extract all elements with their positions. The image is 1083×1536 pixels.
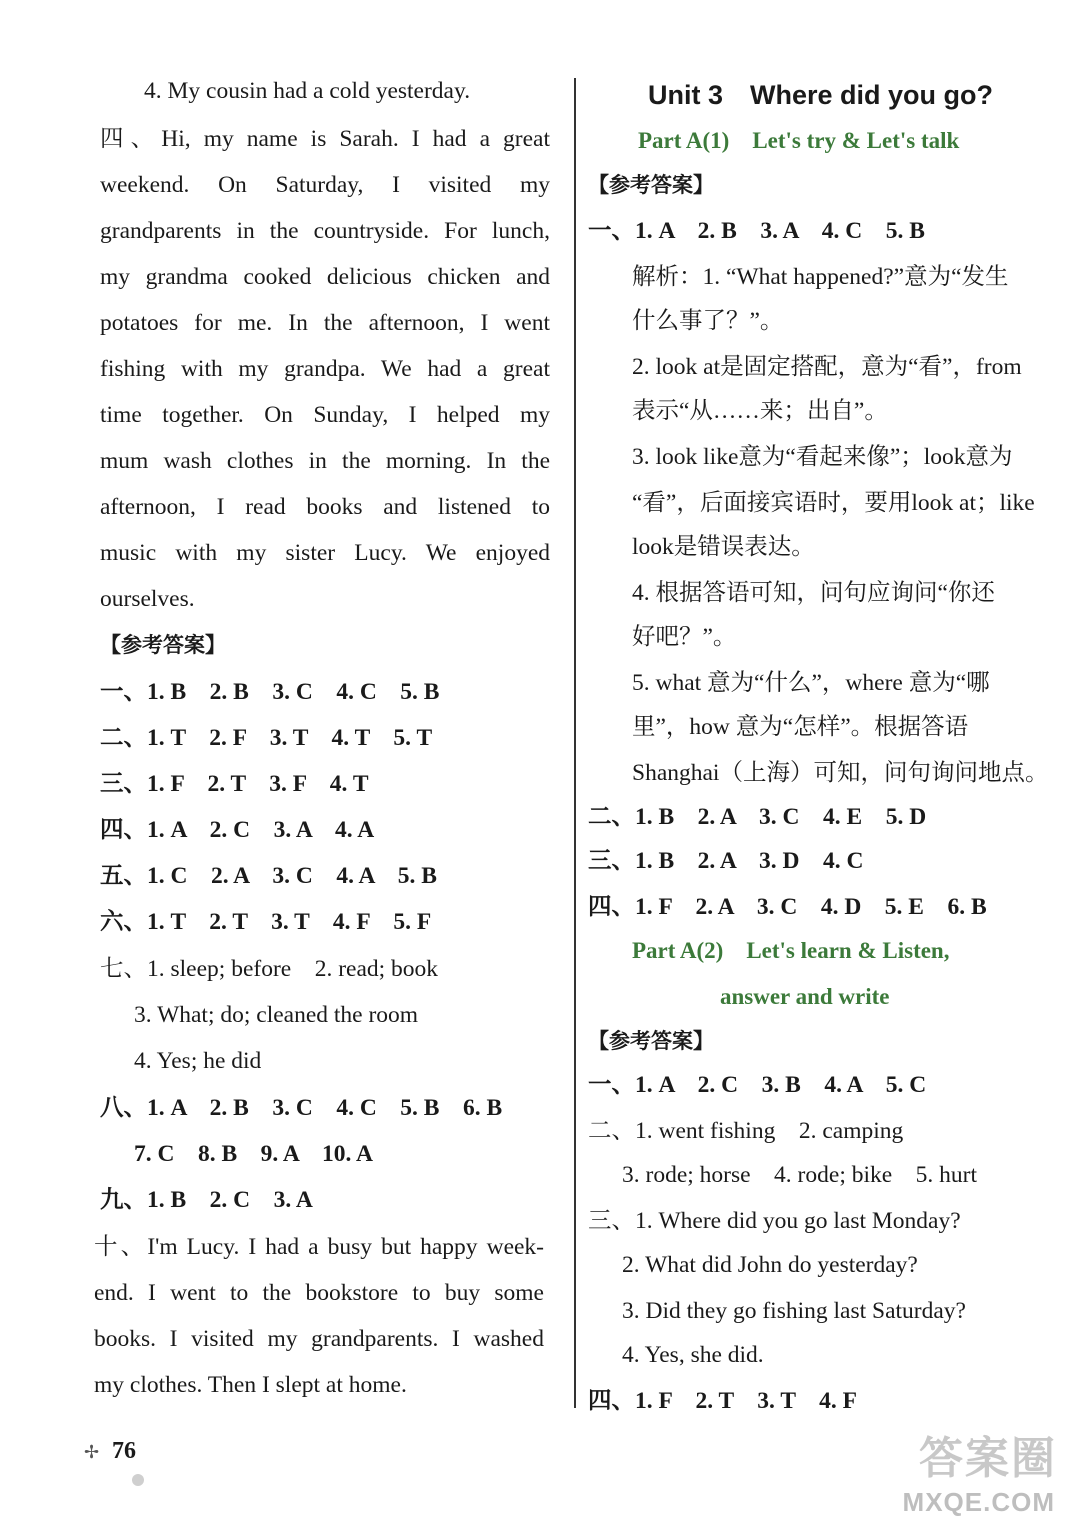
column-divider	[574, 78, 576, 1408]
answer-row: 三、1. Where did you go last Monday?	[588, 1208, 961, 1234]
passage-line: 四、Hi, my name is Sarah. I had a great	[100, 126, 550, 152]
final-para-line: 十、I'm Lucy. I had a busy but happy week-	[94, 1234, 544, 1260]
analysis-line: 里”，how 意为“怎样”。根据答语	[632, 714, 969, 740]
passage-line: grandparents in the countryside. For lunch,	[100, 218, 550, 244]
analysis-line: look是错误表达。	[632, 534, 815, 560]
passage-line: music with my sister Lucy. We enjoyed	[100, 540, 550, 566]
answer-row: 2. What did John do yesterday?	[622, 1252, 918, 1278]
watermark-url: MXQE.COM	[902, 1487, 1055, 1517]
previous-item-4: 4. My cousin had a cold yesterday.	[144, 78, 471, 104]
analysis-line: Shanghai（上海）可知，问句询问地点。	[632, 760, 1049, 786]
answer-row: 四、1. F 2. T 3. T 4. F	[588, 1388, 857, 1414]
answer-row: 八、1. A 2. B 3. C 4. C 5. B 6. B	[100, 1095, 503, 1121]
answer-header: 【参考答案】	[588, 173, 714, 197]
passage-line: weekend. On Saturday, I visited my	[100, 172, 550, 198]
answer-row: 三、1. B 2. A 3. D 4. C	[588, 848, 864, 874]
final-para-line: my clothes. Then I slept at home.	[94, 1372, 407, 1398]
passage-line: afternoon, I read books and listened to	[100, 494, 550, 520]
answer-row: 4. Yes; he did	[134, 1048, 262, 1074]
part-a2-heading: Part A(2) Let's learn & Listen,	[632, 938, 950, 963]
answer-row: 四、1. F 2. A 3. C 4. D 5. E 6. B	[588, 894, 987, 920]
answer-row: 一、1. B 2. B 3. C 4. C 5. B	[100, 679, 440, 705]
passage-line: potatoes for me. In the afternoon, I went	[100, 310, 550, 336]
analysis-line: 4. 根据答语可知，问句应询问“你还	[632, 580, 995, 606]
answer-row: 3. rode; horse 4. rode; bike 5. hurt	[622, 1162, 978, 1188]
answer-row: 3. Did they go fishing last Saturday?	[622, 1298, 966, 1324]
answer-row: 二、1. T 2. F 3. T 4. T 5. T	[100, 725, 433, 751]
analysis-line: 3. look like意为“看起来像”；look意为	[632, 444, 1013, 470]
answer-row: 三、1. F 2. T 3. F 4. T	[100, 771, 369, 797]
analysis-line: “看”，后面接宾语时，要用look at；like	[632, 490, 1035, 516]
passage-line: time together. On Sunday, I helped my	[100, 402, 550, 428]
analysis-line: 表示“从……来；出自”。	[632, 398, 888, 424]
passage-line: my grandma cooked delicious chicken and	[100, 264, 550, 290]
answer-row: 四、1. A 2. C 3. A 4. A	[100, 817, 375, 843]
answer-row: 五、1. C 2. A 3. C 4. A 5. B	[100, 863, 437, 889]
answer-row: 一、1. A 2. B 3. A 4. C 5. B	[588, 218, 925, 244]
watermark	[875, 1433, 1075, 1528]
analysis-line: 解析：1. “What happened?”意为“发生	[632, 264, 1009, 290]
final-para-line: books. I visited my grandparents. I washed	[94, 1326, 544, 1352]
passage-line: mum wash clothes in the morning. In the	[100, 448, 550, 474]
analysis-line: 什么事了？”。	[632, 308, 784, 334]
answer-header: 【参考答案】	[588, 1029, 714, 1053]
answer-row: 二、1. went fishing 2. camping	[588, 1118, 904, 1144]
answer-row: 七、1. sleep; before 2. read; book	[100, 956, 439, 982]
answer-row: 4. Yes, she did.	[622, 1342, 764, 1368]
part-a2-heading-cont: answer and write	[720, 984, 890, 1009]
answer-row: 六、1. T 2. T 3. T 4. F 5. F	[100, 909, 432, 935]
part-a1-heading: Part A(1) Let's try & Let's talk	[638, 128, 960, 153]
answer-row: 一、1. A 2. C 3. B 4. A 5. C	[588, 1072, 927, 1098]
unit-title: Unit 3 Where did you go?	[648, 80, 993, 110]
answer-row: 3. What; do; cleaned the room	[134, 1002, 419, 1028]
answer-row: 7. C 8. B 9. A 10. A	[134, 1141, 373, 1167]
watermark-logo-icon: 答案圈	[919, 1433, 1057, 1484]
final-para-line: end. I went to the bookstore to buy some	[94, 1280, 544, 1306]
passage-line: ourselves.	[100, 586, 195, 612]
page-number: 76	[112, 1438, 136, 1464]
passage-line: fishing with my grandpa. We had a great	[100, 356, 550, 382]
dot-icon	[132, 1474, 144, 1486]
answer-row: 二、1. B 2. A 3. C 4. E 5. D	[588, 804, 927, 830]
answer-row: 九、1. B 2. C 3. A	[100, 1187, 313, 1213]
star-icon: ✢	[84, 1442, 100, 1462]
analysis-line: 好吧？”。	[632, 624, 737, 650]
answer-header: 【参考答案】	[100, 633, 226, 657]
analysis-line: 5. what 意为“什么”，where 意为“哪	[632, 670, 990, 696]
analysis-line: 2. look at是固定搭配，意为“看”，from	[632, 354, 1022, 380]
